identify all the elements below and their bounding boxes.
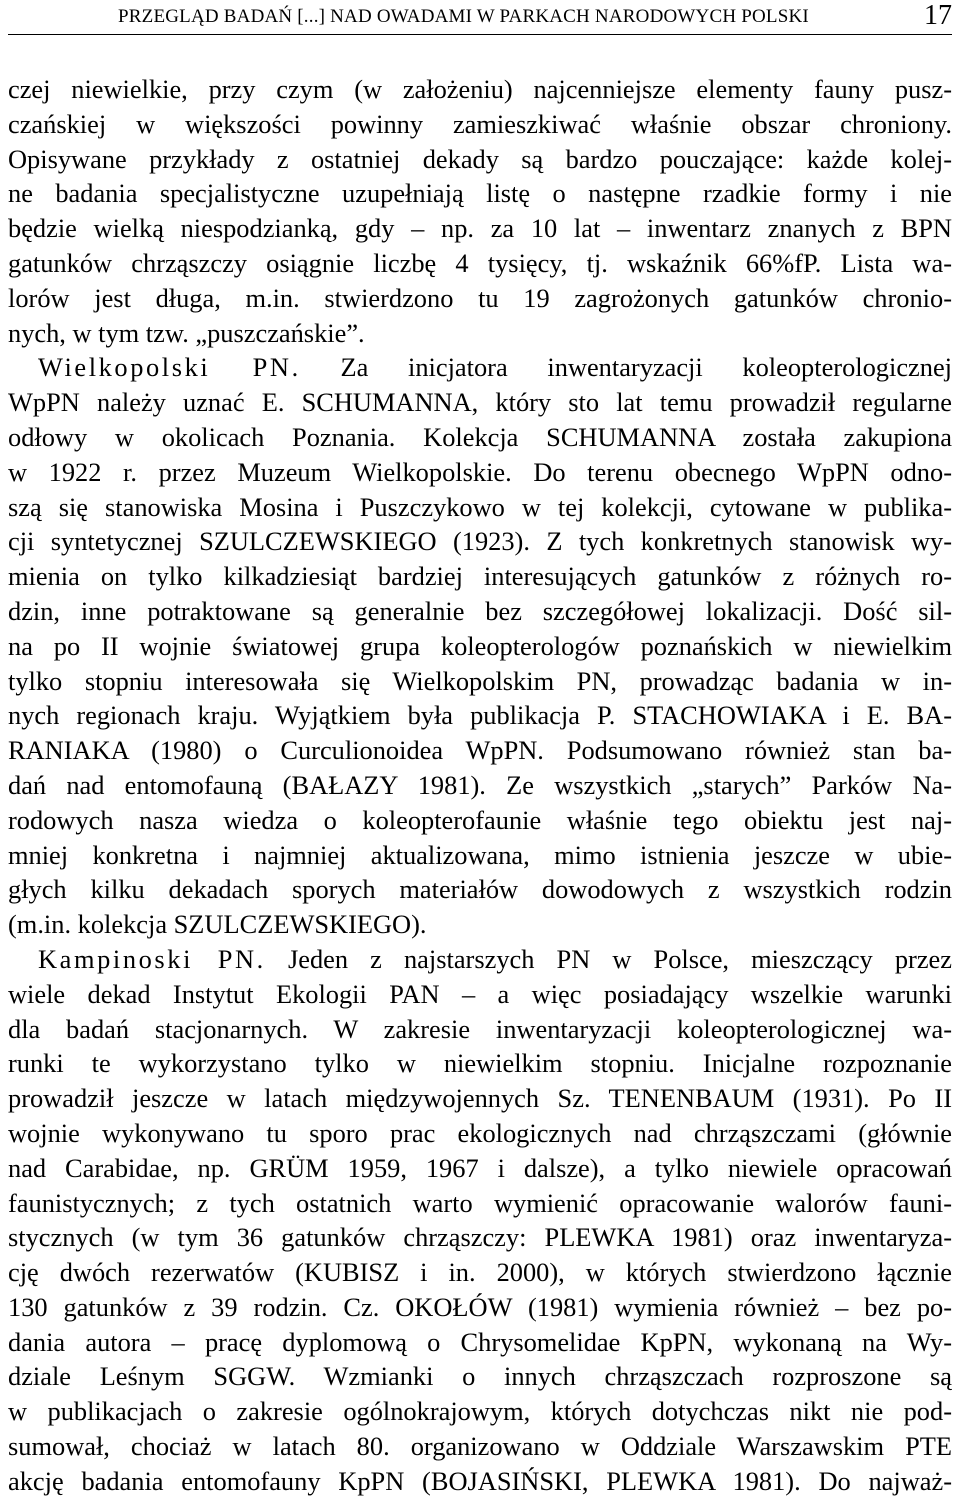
text-line: szą się stanowiska Mosina i Puszczykowo w tej kolekcji, cytowane w publika- (8, 491, 952, 522)
text-line: cję dwóch rezerwatów (KUBISZ i in. 2000), w których stwierdzono łącznie (8, 1257, 952, 1288)
text-line: tylko stopniu interesowała się Wielkopolskim PN, prowadząc badania w in- (8, 665, 952, 696)
text-line: na po II wojnie światowej grupa koleopterologów poznańskich w niewielkim (8, 630, 952, 661)
text-line: głych kilku dekadach sporych materiałów dowodowych z wszystkich rodzin (8, 874, 952, 905)
page-number: 17 (924, 0, 952, 31)
text-line: odłowy w okolicach Poznania. Kolekcja SCHUMANNA została zakupiona (8, 421, 952, 452)
text-line: cji syntetycznej SZULCZEWSKIEGO (1923). Z tych konkretnych stanowisk wy- (8, 526, 952, 557)
text-line: ne badania specjalistyczne uzupełniają listę o następne rzadkie formy i nie (8, 178, 952, 209)
text-line (8, 942, 952, 977)
text-line-content: Za inicjatora inwentaryzacji koleopterologicznej (300, 352, 952, 383)
text-line: mniej konkretna i najmniej aktualizowana, mimo istnienia jeszcze w ubie- (8, 839, 952, 870)
text-line: prowadził jeszcze w latach międzywojennych Sz. TENENBAUM (1931). Po II (8, 1083, 952, 1114)
text-line: nych regionach kraju. Wyjątkiem była publikacja P. STACHOWIAKA i E. BA- (8, 700, 952, 731)
text-line-content: Jeden z najstarszych PN w Polsce, mieszczący przez (265, 943, 952, 974)
running-header (8, 0, 952, 35)
text-line: wiele dekad Instytut Ekologii PAN – a więc posiadający wszelkie warunki (8, 978, 952, 1009)
section-heading: Wielkopolski PN. (38, 352, 301, 383)
text-line: RANIAKA (1980) o Curculionoidea WpPN. Podsumowano również stan ba- (8, 735, 952, 766)
running-title: PRZEGLĄD BADAŃ [...] NAD OWADAMI W PARKACH NARODOWYCH POLSKI (118, 6, 809, 27)
text-line: w 1922 r. przez Muzeum Wielkopolskie. Do terenu obecnego WpPN odno- (8, 456, 952, 487)
text-line: dzin, inne potraktowane są generalnie bez szczegółowej lokalizacji. Dość sil- (8, 595, 952, 626)
text-line: WpPN należy uznać E. SCHUMANNA, który sto lat temu prowadził regularne (8, 387, 952, 418)
text-line: lorów jest długa, m.in. stwierdzono tu 19 zagrożonych gatunków chronio- (8, 282, 952, 313)
text-line: runki te wykorzystano tylko w niewielkim stopniu. Inicjalne rozpoznanie (8, 1048, 952, 1079)
text-line (8, 350, 952, 385)
text-line: nad Carabidae, np. GRÜM 1959, 1967 i dalsze), a tylko niewiele opracowań (8, 1152, 952, 1183)
text-line: (m.in. kolekcja SZULCZEWSKIEGO). (8, 909, 427, 940)
text-line: dań nad entomofauną (BAŁAZY 1981). Ze wszystkich „starych” Parków Na- (8, 769, 952, 800)
text-line: czej niewielkie, przy czym (w założeniu) najcenniejsze elementy fauny pusz- (8, 74, 952, 104)
text-line: 130 gatunków z 39 rodzin. Cz. OKOŁÓW (1981) wymienia również – bez po- (8, 1291, 952, 1322)
text-line: dania autora – pracę dyplomową o Chrysomelidae KpPN, wykonaną na Wy- (8, 1326, 952, 1357)
text-line: będzie wielką niespodzianką, gdy – np. za 10 lat – inwentarz znanych z BPN (8, 213, 952, 244)
text-line: gatunków chrząszczy osiągnie liczbę 4 tysięcy, tj. wskaźnik 66%fP. Lista wa- (8, 247, 952, 278)
text-line: akcję badania entomofauny KpPN (BOJASIŃSKI, PLEWKA 1981). Do najważ- (8, 1465, 952, 1496)
text-line: czańskiej w większości powinny zamieszkiwać właśnie obszar chroniony. (8, 108, 952, 139)
text-line: dla badań stacjonarnych. W zakresie inwentaryzacji koleopterologicznej wa- (8, 1013, 952, 1044)
body-text (8, 72, 952, 1499)
text-line: rodowych nasza wiedza o koleopterofaunie właśnie tego obiektu jest naj- (8, 804, 952, 835)
text-line: nych, w tym tzw. „puszczańskie”. (8, 317, 365, 348)
text-line: mienia on tylko kilkadziesiąt bardziej interesujących gatunków z różnych ro- (8, 561, 952, 592)
text-line: stycznych (w tym 36 gatunków chrząszczy: PLEWKA 1981) oraz inwentaryza- (8, 1222, 952, 1253)
text-line: dziale Leśnym SGGW. Wzmianki o innych chrząszczach rozproszone są (8, 1361, 952, 1392)
text-line: wojnie wykonywano tu sporo prac ekologicznych nad chrząszczami (głównie (8, 1117, 952, 1148)
text-line: sumował, chociaż w latach 80. organizowano w Oddziale Warszawskim PTE (8, 1431, 952, 1462)
text-line: w publikacjach o zakresie ogólnokrajowym, których dotychczas nikt nie pod- (8, 1396, 952, 1427)
text-line: Opisywane przykłady z ostatniej dekady są bardzo pouczające: każde kolej- (8, 143, 952, 174)
text-line: faunistycznych; z tych ostatnich warto wymienić opracowanie walorów fauni- (8, 1187, 952, 1218)
section-heading: Kampinoski PN. (38, 943, 266, 974)
